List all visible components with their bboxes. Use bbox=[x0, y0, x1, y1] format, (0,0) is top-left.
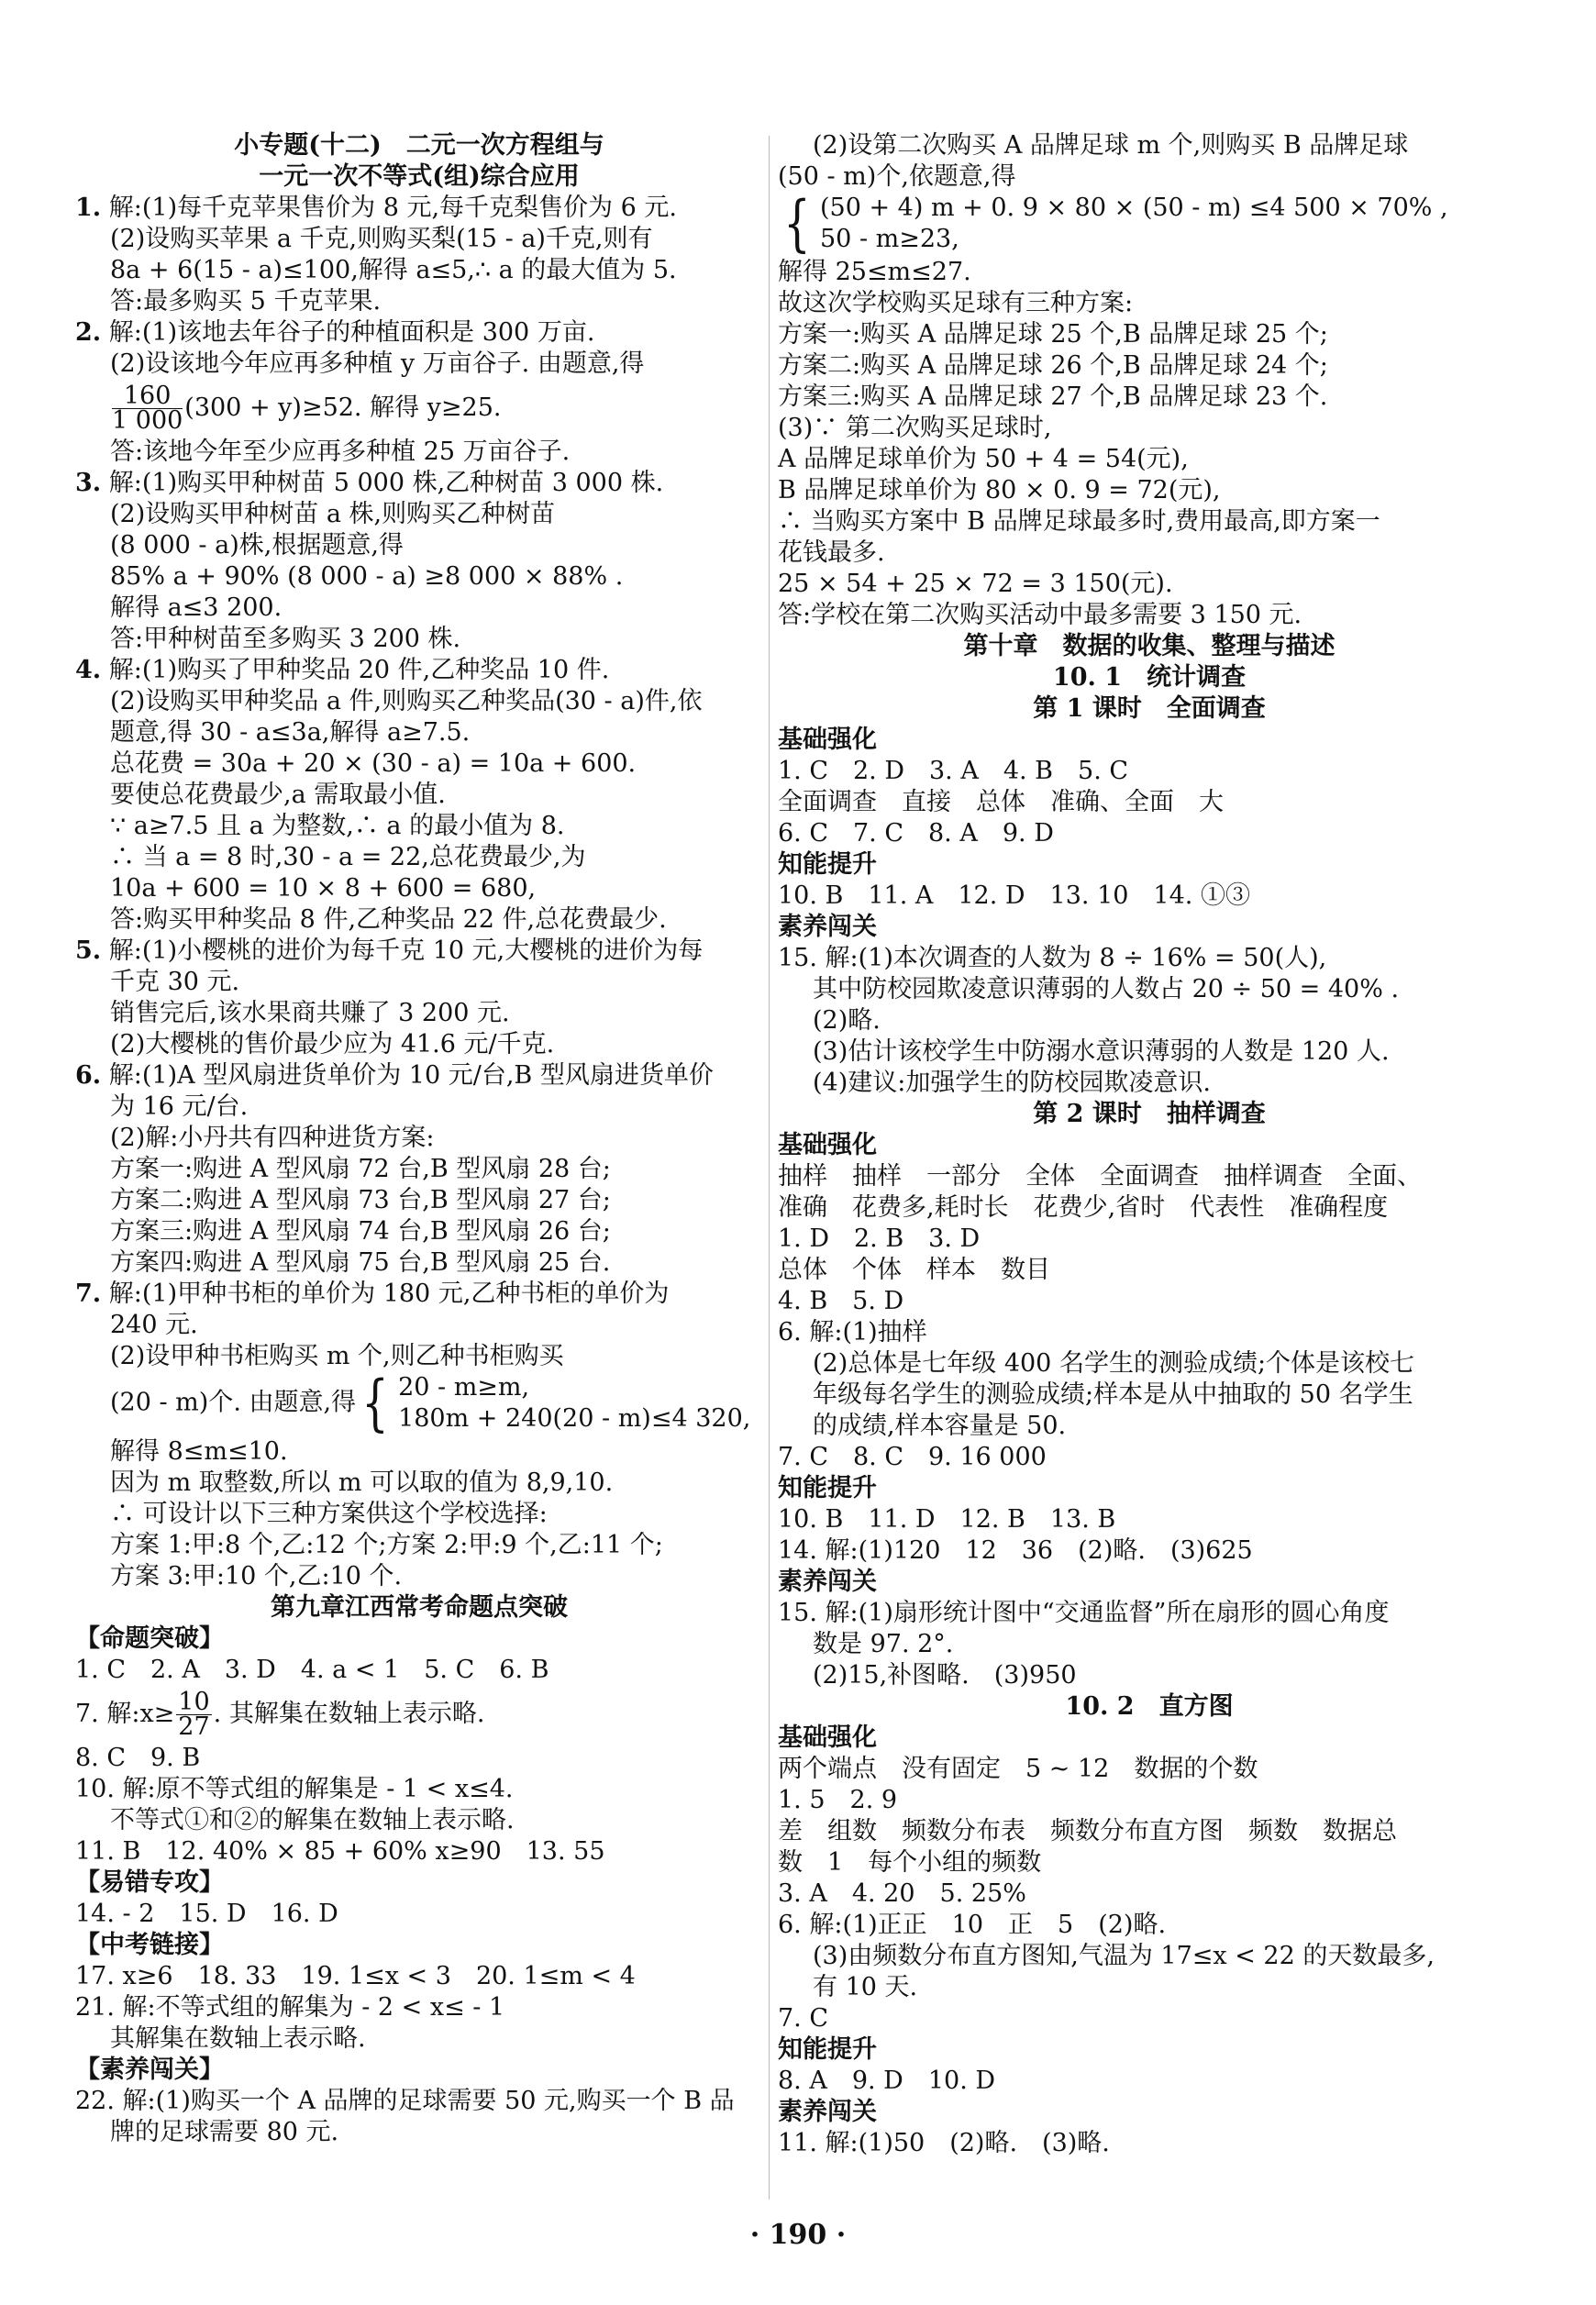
answer-line: 7. 解:x≥ $\frac{10}{27}$ . 其解集在数轴上表示略. bbox=[75, 1688, 485, 1741]
answer-line: 8. C 9. B bbox=[75, 1744, 201, 1772]
subsection-heading: 素养闯关 bbox=[778, 2098, 877, 2126]
fraction: $\frac{160}{1 000}$ bbox=[112, 382, 183, 435]
subsection-heading: 【中考链接】 bbox=[75, 1931, 224, 1959]
subsection-heading: 基础强化 bbox=[778, 1131, 877, 1159]
section-title-2: 一元一次不等式(组)综合应用 bbox=[259, 162, 580, 191]
answer-2: 2. 解:(1)该地去年谷子的种植面积是 300 万亩. (2)设该地今年应再多种植 y 万亩谷子. 由题意,得 $\frac{160}{1 000}$ (300 + y)≥52. 解得 y≥25. 答:该地今年至少应再多种植 25 万亩谷子. bbox=[75, 318, 645, 466]
answer-line: 1. C 2. A 3. D 4. a < 1 5. C 6. B bbox=[75, 1656, 549, 1684]
subsection-heading: 【易错专攻】 bbox=[75, 1868, 224, 1897]
answer-line: 其解集在数轴上表示略. bbox=[110, 2024, 366, 2053]
subsection-heading: 知能提升 bbox=[778, 1474, 877, 1502]
subsection-heading: 知能提升 bbox=[778, 850, 877, 879]
answer-6: 6. 解:(1)A 型风扇进货单价为 10 元/台,B 型风扇进货单价 为 16 元/台. (2)解:小丹共有四种进货方案: 方案一:购进 A 型风扇 72 台,B 型风扇 28 台; 方案二:购进 A 型风扇 73 台,B 型风扇 27 台; 方案三:购进 A 型风扇 74 台,B 型风扇 26 台; 方案四:购进 A 型风扇 75 台,B 型风扇 25 台. bbox=[75, 1061, 714, 1277]
inequality-system: { (50 + 4) m + 0. 9 × 80 × (50 - m) ≤4 500 × 70% , 50 - m≥23, bbox=[783, 188, 1448, 259]
lesson-title: 10. 1 统计调查 bbox=[1052, 663, 1247, 692]
chapter-title: 第九章江西常考命题点突破 bbox=[271, 1593, 568, 1622]
page-number: · 190 · bbox=[749, 2219, 847, 2251]
answer-line: 牌的足球需要 80 元. bbox=[110, 2118, 339, 2146]
answer-line: 11. B 12. 40% × 85 + 60% x≥90 13. 55 bbox=[75, 1837, 605, 1866]
section-title: 小专题(十二) 二元一次方程组与 bbox=[234, 131, 604, 160]
answer-line: 不等式①和②的解集在数轴上表示略. bbox=[110, 1806, 515, 1834]
fraction: $\frac{10}{27}$ bbox=[178, 1688, 210, 1741]
lesson-subtitle: 第 2 课时 抽样调查 bbox=[1033, 1100, 1266, 1128]
left-column bbox=[75, 130, 763, 2148]
answer-7: 7. 解:(1)甲种书柜的单价为 180 元,乙种书柜的单价为 240 元. (2)设甲种书柜购买 m 个,则乙种书柜购买 (20 - m)个. 由题意,得 { 20 - m≥m, 180m + 240(20 - m)≤4 320, 解得 8≤m≤10. 因为 m 取整数,所以 m 可以取的值为 8,9,10. ∴ 可设计以下三种方案供这个学校选择: 方案 1:甲:8 个,乙:12 个;方案 2:甲:9 个,乙:11 个; 方案 3:甲:10 个,乙:10 个. bbox=[75, 1280, 751, 1590]
lesson-title: 10. 2 直方图 bbox=[1065, 1692, 1234, 1721]
subsection-heading: 素养闯关 bbox=[778, 1568, 877, 1596]
subsection-heading: 【素养闯关】 bbox=[75, 2056, 224, 2084]
answer-line: 17. x≥6 18. 33 19. 1≤x < 3 20. 1≤m < 4 bbox=[75, 1962, 636, 1990]
column-divider bbox=[769, 136, 770, 2200]
right-column: (2)设第二次购买 A 品牌足球 m 个,则购买 B 品牌足球 (50 - m)个,依题意,得 { (50 + 4) m + 0. 9 × 80 × (50 - m) ≤4 500 × 70% , 50 - m≥23, 解得 25≤m≤27. 故这次学校购买足球有三种方案: 方案一:购买 A 品牌足球 25 个,B 品牌足球 25 个; 方案二:购买 A 品牌足球 26 个,B 品牌足球 24 个; 方案三:购买 A 品牌足球 27 个,B 品牌足球 23 个. (3)∵ 第二次购买足球时, A 品牌足球单价为 50 + 4 = 54(元), B 品牌足球单价为 80 × 0. 9 = 72(元), ∴ 当购买方案中 B 品牌足球最多时,费用最高,即方案一 花钱最多. 25 × 54 + 25 × 72 = 3 150(元). 答:学校在第二次购买活动中最多需要 3 150 元. 第十章 数据的收集、整理与描述 10. 1 统计调查 第 1 课时 全面调查 基础强化 1. C 2. D 3. A 4. B 5. C 全面调查 直接 总体 准确、全面 大 6. C 7. C 8. A 9. D 知能提升 10. B 11. A 12. D 13. 10 14. ①③ 素养闯关 15. 解:(1)本次调查的人数为 8 ÷ 16% = 50(人), 其中防校园欺凌意识薄弱的人数占 20 ÷ 50 = 40% . (2)略. (3)估计该校学生中防溺水意识薄弱的人数是 120 人. (4)建议:加强学生的防校园欺凌意识. 第 2 课时 抽样调查 基础强化 抽样 抽样 一部分 全体 全面调查 抽样调查 全面、 准确 花费多,耗时长 花费少,省时 代表性 准确程度 1. D 2. B 3. D 总体 个体 样本 数目 4. B 5. D 6. 解:(1)抽样 (2)总体是七年级 400 名学生的测验成绩;个体是该校七 年级每名学生的测验成绩;样本是从中抽取的 50 名学生 的成绩,样本容量是 50. 7. C 8. C 9. 16 000 知能提升 10. B 11. D 12. B 13. B 14. 解:(1)120 12 36 (2)略. (3)625 素养闯关 15. 解:(1)扇形统计图中“交通监督”所在扇形的圆心角度 数是 97. 2°. (2)15,补图略. (3)950 10. 2 直方图 基础强化 两个端点 没有固定 5 ~ 12 数据的个数 1. 5 2. 9 差 组数 频数分布表 频数分布直方图 频数 数据总 数 1 每个小组的频数 3. A 4. 20 5. 25% 6. 解:(1)正正 10 正 5 (2)略. (3)由频数分布直方图知,气温为 17≤x < 22 的天数最多, 有 10 天. 7. C 知能提升 8. A 9. D 10. D 素养闯关 11. 解:(1)50 (2)略. (3)略. bbox=[778, 130, 1521, 2159]
lesson-subtitle: 第 1 课时 全面调查 bbox=[1033, 694, 1266, 723]
answer-3: 3. 解:(1)购买甲种树苗 5 000 株,乙种树苗 3 000 株. (2)设购买甲种树苗 a 株,则购买乙种树苗 (8 000 - a)株,根据题意,得 85% a + 90% (8 000 - a) ≥8 000 × 88% . 解得 a≤3 200. 答:甲种树苗至多购买 3 200 株. bbox=[75, 469, 664, 653]
answer-4: 4. 解:(1)购买了甲种奖品 20 件,乙种奖品 10 件. (2)设购买甲种奖品 a 件,则购买乙种奖品(30 - a)件,依 题意,得 30 - a≤3a,解得 a≥7.5. 总花费 = 30a + 20 × (30 - a) = 10a + 600. 要使总花费最少,a 需取最小值. ∵ a≥7.5 且 a 为整数,∴ a 的最小值为 8. ∴ 当 a = 8 时,30 - a = 22,总花费最少,为 10a + 600 = 10 × 8 + 600 = 680, 答:购买甲种奖品 8 件,乙种奖品 22 件,总花费最少. bbox=[75, 656, 703, 934]
chapter-title: 第十章 数据的收集、整理与描述 bbox=[963, 632, 1336, 660]
answer-line: 10. 解:原不等式组的解集是 - 1 < x≤4. bbox=[75, 1775, 514, 1803]
subsection-heading: 知能提升 bbox=[778, 2035, 877, 2064]
answer-1: 1. 解:(1)每千克苹果售价为 8 元,每千克梨售价为 6 元. (2)设购买苹果 a 千克,则购买梨(15 - a)千克,则有 8a + 6(15 - a)≤100,解得 a≤5,∴ a 的最大值为 5. 答:最多购买 5 千克苹果. bbox=[75, 194, 677, 316]
answer-line: 22. 解:(1)购买一个 A 品牌的足球需要 50 元,购买一个 B 品 bbox=[75, 2087, 735, 2115]
subsection-heading: 基础强化 bbox=[778, 726, 877, 754]
subsection-heading: 素养闯关 bbox=[778, 913, 877, 941]
subsection-heading: 基础强化 bbox=[778, 1723, 877, 1752]
answer-line: 14. - 2 15. D 16. D bbox=[75, 1900, 338, 1928]
subsection-heading: 【命题突破】 bbox=[75, 1624, 224, 1653]
inequality-system: { 20 - m≥m, 180m + 240(20 - m)≤4 320, bbox=[361, 1368, 751, 1438]
answer-line: 21. 解:不等式组的解集为 - 2 < x≤ - 1 bbox=[75, 1993, 505, 2022]
answer-5: 5. 解:(1)小樱桃的进价为每千克 10 元,大樱桃的进价为每 千克 30 元. 销售完后,该水果商共赚了 3 200 元. (2)大樱桃的售价最少应为 41.6 元/千克. bbox=[75, 936, 704, 1058]
